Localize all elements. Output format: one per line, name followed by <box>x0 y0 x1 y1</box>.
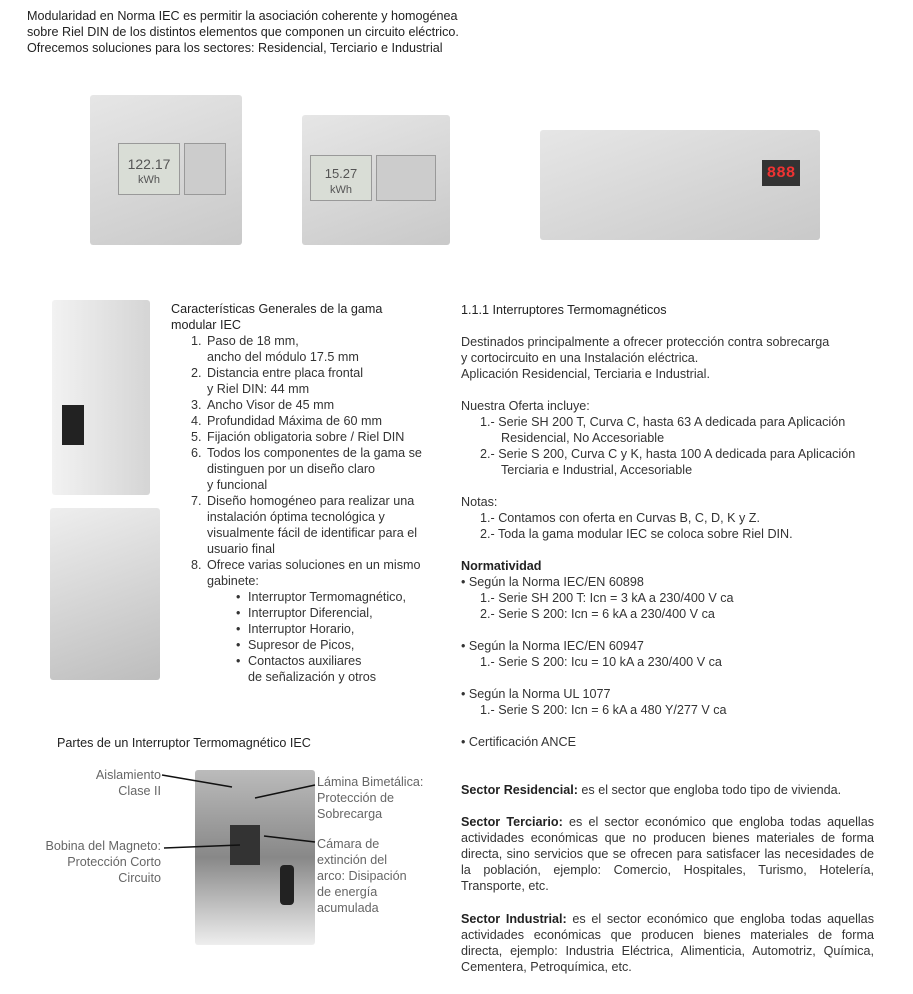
sector-residencial: Sector Residencial: es el sector que engloba todo tipo de vivienda. <box>461 783 842 797</box>
sector-terciario: Sector Terciario: es el sector económico que engloba todas aquellas actividades económicas que no producen bienes materiales de forma directa, sino servicios que se ofrecen para satisfacer las necesidades de la población, ejemplo: Comercio, Hospitales, Turismo, Hotelería, Transporte, etc. <box>461 815 874 893</box>
din-rail-modules-image: 888 <box>540 130 820 240</box>
label-lamina: Lámina Bimetálica: Protección de Sobrecarga <box>317 775 424 821</box>
label-bobina: Bobina del Magneto: Protección Corto Circuito <box>45 839 161 885</box>
energy-meter-image-1: 122.17 kWh <box>90 95 242 245</box>
feature-item: 7. Diseño homogéneo para realizar una instalación óptima tecnológica y visualmente fácil de identificar para el usuario final <box>191 494 418 556</box>
feature-item: 4. Profundidad Máxima de 60 mm <box>191 414 382 428</box>
breakers-section: 1.1.1 Interruptores Termomagnéticos Destinados principalmente a ofrecer protección contra sobrecarga y cortocircuito en una Instalación eléctrica. Aplicación Residencial, Terciaria e Industrial. Nuestra Oferta incluye: 1.- Serie SH 200 T, Curva C, hasta 63 A dedicada para Aplicación Residencial, No Accesoriable 2.- Serie S 200, Curva C y K, hasta 100 A dedicada para Aplicación Terciaria e Industrial, Accesoriable Notas: 1.- Contamos con oferta en Curvas B, C, D, K y Z. 2.- Toda la gama modular IEC se coloca sobre Riel DIN. Normatividad • Según la Norma IEC/EN 60898 1.- Serie SH 200 T: Icn = 3 kA a 230/400 V ca 2.- Serie S 200: Icn = 6 kA a 230/400 V ca • Según la Norma IEC/EN 60947 1.- Serie S 200: Icu = 10 kA a 230/400 V ca • Según la Norma UL 1077 1.- Serie S 200: Icn = 6 kA a 480 Y/277 V ca • Certificación ANCE <box>461 302 881 750</box>
feature-item: 5. Fijación obligatoria sobre / Riel DIN <box>191 430 405 444</box>
solutions-list: • Interruptor Termomagnético, • Interruptor Diferencial, • Interruptor Horario, • Supresor de Picos, • Contactos auxiliares de señalización y otros <box>171 589 456 685</box>
feature-item: 3. Ancho Visor de 45 mm <box>191 398 335 412</box>
feature-item: 8. Ofrece varias soluciones en un mismo gabinete: <box>191 558 421 588</box>
label-camara: Cámara de extinción del arco: Disipación de energía acumulada <box>317 837 407 915</box>
section-heading: 1.1.1 Interruptores Termomagnéticos <box>461 303 667 317</box>
sector-industrial: Sector Industrial: es el sector económico que engloba todas aquellas actividades económicas que producen bienes materiales de forma directa, ejemplo: Industria Eléctrica, Alimenticia, Automotriz, Química, Cementera, Petroquímica, etc. <box>461 912 874 974</box>
feature-item: 1. Paso de 18 mm, ancho del módulo 17.5 mm <box>191 334 359 364</box>
features-title: Características Generales de la gama modular IEC <box>171 302 383 332</box>
feature-item: 6. Todos los componentes de la gama se distinguen por un diseño claro y funcional <box>191 446 422 492</box>
parts-title: Partes de un Interruptor Termomagnético IEC <box>57 736 311 750</box>
feature-item: 2. Distancia entre placa frontal y Riel DIN: 44 mm <box>191 366 364 396</box>
intro-paragraph: Modularidad en Norma IEC es permitir la asociación coherente y homogénea sobre Riel DIN de los distintos elementos que componen un circuito eléctrico. Ofrecemos soluciones para los sectores: Residencial, Terciario e Industrial <box>27 9 459 55</box>
label-aislamiento: Aislamiento Clase II <box>95 768 161 798</box>
energy-meter-image-2: 15.27 kWh <box>302 115 450 245</box>
normatividad-heading: Normatividad <box>461 559 542 573</box>
